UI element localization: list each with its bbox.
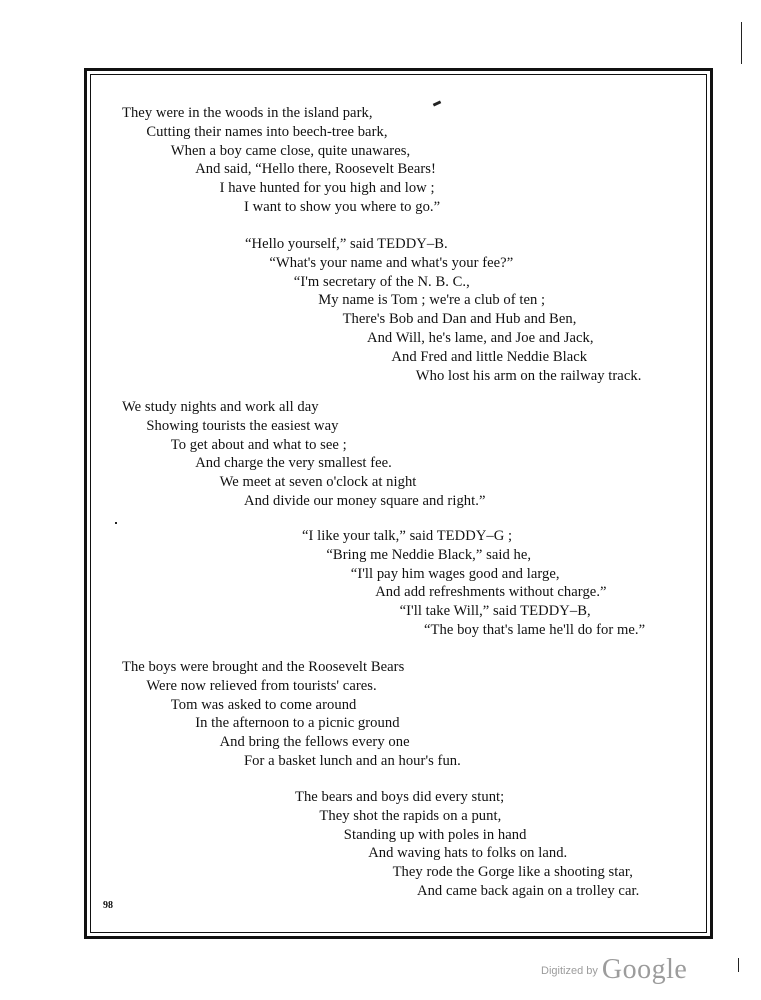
poem-line: Cutting their names into beech-tree bark,	[146, 123, 388, 140]
poem-line: And Fred and little Neddie Black	[391, 348, 588, 365]
poem-line: And add refreshments without charge.”	[375, 584, 607, 601]
poem-line: And waving hats to folks on land.	[368, 845, 568, 862]
page-number: 98	[103, 900, 113, 911]
scan-mark-dot	[115, 522, 117, 524]
scan-mark-top-right	[741, 22, 742, 64]
poem-line: And said, “Hello there, Roosevelt Bears!	[195, 161, 436, 178]
poem-line: There's Bob and Dan and Hub and Ben,	[342, 311, 577, 328]
poem-line: Tom was asked to come around	[170, 696, 357, 713]
poem-line: When a boy came close, quite unawares,	[170, 142, 411, 159]
poem-line: Showing tourists the easiest way	[146, 417, 339, 434]
poem-line: They shot the rapids on a punt,	[319, 807, 502, 824]
poem-line: And divide our money square and right.”	[244, 493, 486, 509]
poem-line: To get about and what to see ;	[170, 436, 347, 453]
poem-line: They rode the Gorge like a shooting star,	[392, 864, 633, 881]
poem-line: Who lost his arm on the railway track.	[415, 367, 642, 384]
poem-line: “I'll take Will,” said TEDDY–B,	[399, 603, 591, 620]
poem-line: They were in the woods in the island park,	[122, 105, 373, 121]
poem-line: Standing up with poles in hand	[343, 826, 527, 843]
poem-line: And charge the very smallest fee.	[195, 455, 392, 472]
poem-line: And Will, he's lame, and Joe and Jack,	[367, 330, 594, 346]
poem-line: “I'll pay him wages good and large,	[350, 565, 560, 582]
poem-line: The bears and boys did every stunt;	[295, 789, 505, 805]
digitized-by-label: Digitized by	[541, 965, 598, 977]
digitized-by-footer	[541, 954, 687, 986]
poem-line: “Hello yourself,” said TEDDY–B.	[245, 236, 448, 252]
poem-line: “The boy that's lame he'll do for me.”	[424, 622, 646, 638]
poem-line: I have hunted for you high and low ;	[219, 180, 435, 197]
poem-line: For a basket lunch and an hour's fun.	[244, 753, 461, 769]
poem-line: I want to show you where to go.”	[244, 199, 441, 215]
poem-line: In the afternoon to a picnic ground	[195, 715, 400, 732]
scan-mark-bottom-right	[738, 958, 739, 972]
poem-line: Were now relieved from tourists' cares.	[146, 677, 377, 694]
poem-line: “I like your talk,” said TEDDY–G ;	[302, 528, 513, 544]
poem-line: “What's your name and what's your fee?”	[269, 254, 514, 271]
poem-line: “Bring me Neddie Black,” said he,	[326, 546, 532, 563]
poem-line: We study nights and work all day	[122, 399, 319, 415]
poem-line: “I'm secretary of the N. B. C.,	[293, 273, 470, 290]
google-logo: Google	[601, 954, 688, 985]
poem-line: My name is Tom ; we're a club of ten ;	[318, 292, 546, 309]
poem-line: The boys were brought and the Roosevelt Bears	[122, 659, 405, 675]
poem-line: And came back again on a trolley car.	[417, 883, 640, 899]
poem-line: We meet at seven o'clock at night	[219, 474, 417, 491]
poem-line: And bring the fellows every one	[219, 734, 410, 751]
